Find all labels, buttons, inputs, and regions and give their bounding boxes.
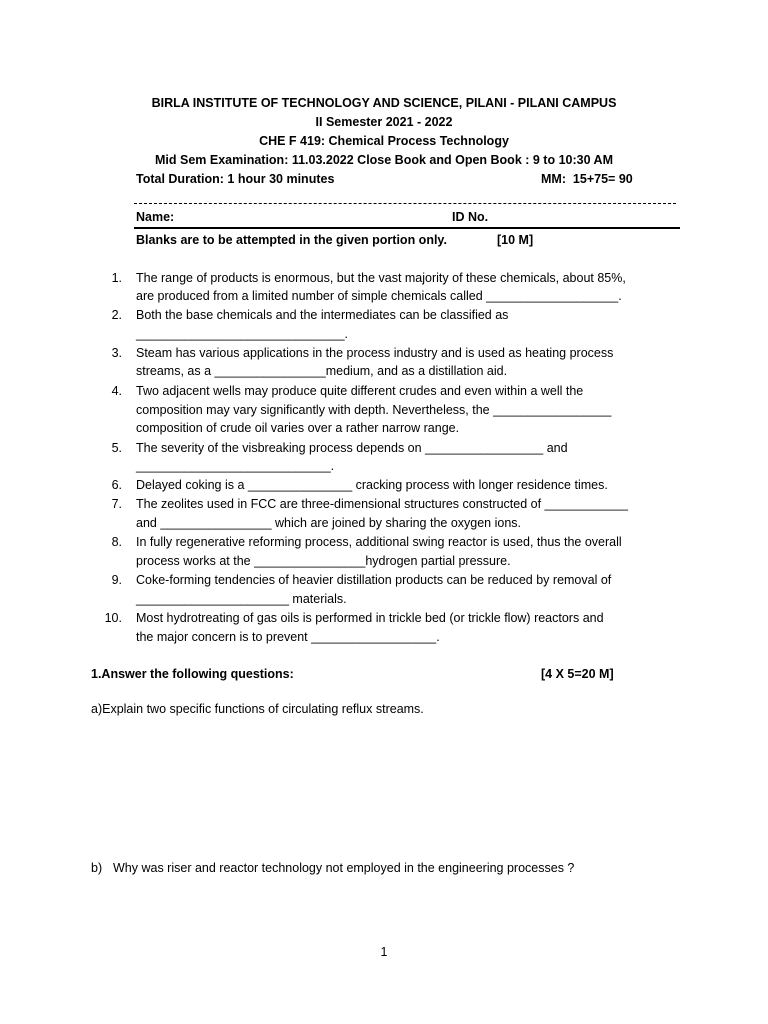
section-instruction: Blanks are to be attempted in the given portion only. <box>136 233 447 247</box>
question-line: The zeolites used in FCC are three-dimensional structures constructed of ____________ <box>136 497 628 511</box>
question-line: Delayed coking is a _______________ cracking process with longer residence times. <box>136 478 608 492</box>
question-line: In fully regenerative reforming process, additional swing reactor is used, thus the overall <box>136 535 622 549</box>
question-b-label: b) <box>91 861 103 875</box>
page-number: 1 <box>380 945 388 959</box>
separator-dashed <box>134 203 676 204</box>
question-number: 6. <box>111 478 122 492</box>
question-number: 7. <box>111 497 122 511</box>
question-a: a)Explain two specific functions of circulating reflux streams. <box>91 702 424 716</box>
question-line: Steam has various applications in the process industry and is used as heating process <box>136 346 614 360</box>
question-line: ______________________________. <box>136 327 349 341</box>
question-number: 1. <box>111 271 122 285</box>
question-number: 4. <box>111 384 122 398</box>
question-number: 8. <box>111 535 122 549</box>
duration-line: Total Duration: 1 hour 30 minutes <box>136 172 335 186</box>
question-line: ______________________ materials. <box>136 592 347 606</box>
question-number: 5. <box>111 441 122 455</box>
question-number: 3. <box>111 346 122 360</box>
question-line: process works at the ________________hydrogen partial pressure. <box>136 554 511 568</box>
section2-heading: 1.Answer the following questions: <box>91 667 294 681</box>
course-title: CHE F 419: Chemical Process Technology <box>259 134 509 148</box>
question-line: Most hydrotreating of gas oils is performed in trickle bed (or trickle flow) reactors and <box>136 611 604 625</box>
question-line: composition may vary significantly with depth. Nevertheless, the _________________ <box>136 403 612 417</box>
separator-solid <box>134 227 680 229</box>
section2-marks: [4 X 5=20 M] <box>541 667 614 681</box>
question-line: and ________________ which are joined by sharing the oxygen ions. <box>136 516 522 530</box>
max-marks: MM: 15+75= 90 <box>541 172 633 186</box>
question-line: The range of products is enormous, but the vast majority of these chemicals, about 85%, <box>136 271 626 285</box>
institute-title: BIRLA INSTITUTE OF TECHNOLOGY AND SCIENCE, PILANI - PILANI CAMPUS <box>151 96 617 110</box>
semester-line: II Semester 2021 - 2022 <box>315 115 453 129</box>
question-line: Coke-forming tendencies of heavier distillation products can be reduced by removal of <box>136 573 612 587</box>
id-label: ID No. <box>452 210 489 224</box>
question-line: streams, as a ________________medium, and as a distillation aid. <box>136 364 508 378</box>
question-line: Two adjacent wells may produce quite different crudes and even within a well the <box>136 384 584 398</box>
question-number: 9. <box>111 573 122 587</box>
question-line: are produced from a limited number of simple chemicals called ___________________. <box>136 289 622 303</box>
question-line: ____________________________. <box>136 459 335 473</box>
question-number: 2. <box>111 308 122 322</box>
name-label: Name: <box>136 210 175 224</box>
question-number: 10. <box>104 611 122 625</box>
section-marks: [10 M] <box>497 233 534 247</box>
question-line: Both the base chemicals and the intermediates can be classified as <box>136 308 509 322</box>
exam-line: Mid Sem Examination: 11.03.2022 Close Book and Open Book : 9 to 10:30 AM <box>155 153 613 167</box>
question-line: The severity of the visbreaking process depends on _________________ and <box>136 441 568 455</box>
question-line: composition of crude oil varies over a rather narrow range. <box>136 421 460 435</box>
question-b: Why was riser and reactor technology not employed in the engineering processes ? <box>113 861 575 875</box>
question-line: the major concern is to prevent __________________. <box>136 630 440 644</box>
